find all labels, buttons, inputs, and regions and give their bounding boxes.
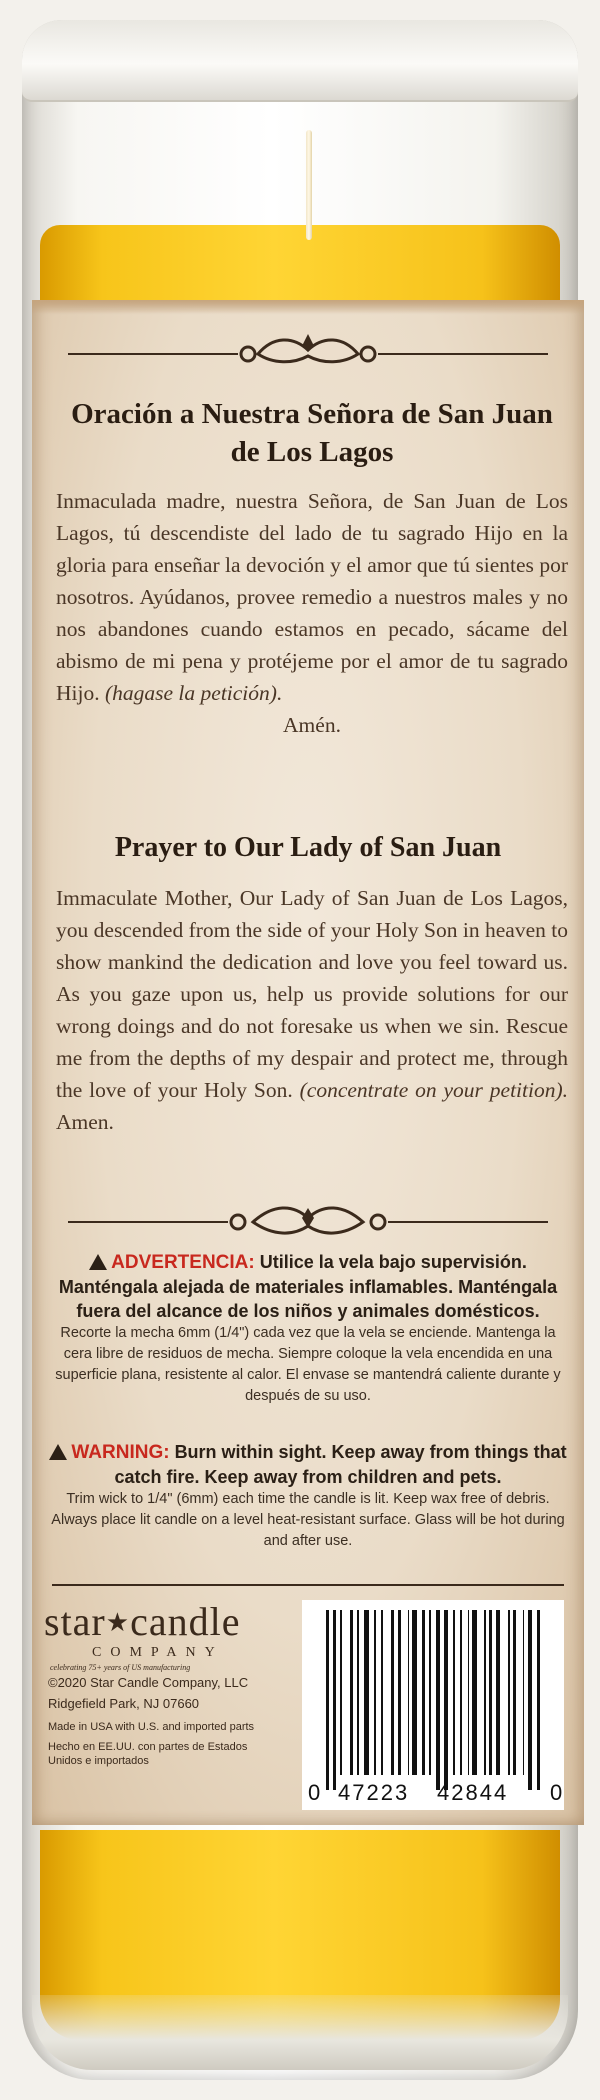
barcode-bar bbox=[350, 1610, 353, 1775]
english-prayer-text bbox=[56, 882, 568, 1138]
barcode-bar bbox=[422, 1610, 425, 1775]
barcode-bar bbox=[460, 1610, 462, 1775]
barcode-bar bbox=[398, 1610, 401, 1775]
spanish-warning-head bbox=[48, 1250, 568, 1323]
top-ornament bbox=[32, 330, 584, 370]
barcode-bar bbox=[496, 1610, 499, 1775]
candle-wick bbox=[306, 130, 312, 240]
barcode bbox=[302, 1600, 564, 1810]
spanish-petition-note: (hagase la petición). bbox=[104, 681, 283, 705]
barcode-bar bbox=[513, 1610, 516, 1775]
barcode-bar bbox=[484, 1610, 486, 1775]
barcode-bar bbox=[429, 1610, 431, 1775]
barcode-bar bbox=[528, 1610, 533, 1790]
footer-divider bbox=[52, 1584, 564, 1586]
barcode-bar bbox=[508, 1610, 510, 1775]
barcode-bar bbox=[412, 1610, 417, 1775]
made-in-usa-es: Hecho en EE.UU. con partes de Estados Unidos e importados bbox=[48, 1741, 248, 1767]
brand-address: Ridgefield Park, NJ 07660 bbox=[48, 1696, 200, 1711]
barcode-bar bbox=[374, 1610, 376, 1775]
english-warning-head-text: Burn within sight. Keep away from things that catch fire. Keep away from children and pets. bbox=[114, 1442, 567, 1487]
made-in-usa-en: Made in USA with U.S. and imported parts bbox=[48, 1721, 255, 1733]
barcode-right-digits: 42844 bbox=[437, 1780, 509, 1805]
english-warning bbox=[48, 1440, 568, 1552]
english-prayer-title: Prayer to Our Lady of San Juan bbox=[114, 832, 502, 863]
warning-triangle-icon bbox=[49, 1444, 67, 1460]
brand-block bbox=[44, 1600, 274, 1768]
barcode-bars bbox=[326, 1610, 540, 1775]
jar-rim bbox=[22, 20, 578, 102]
barcode-bar bbox=[333, 1610, 336, 1790]
brand-logo bbox=[44, 1600, 274, 1645]
barcode-left-digits: 47223 bbox=[338, 1780, 410, 1805]
spanish-prayer-body: Inmaculada madre, nuestra Señora, de San Juan de Los Lagos, tú descendiste del lado de tu sagrado Hijo en la gloria para enseñar la devoción y el amor que tú sientes por nosotros. Ayúdanos, provee remedio a nuestros males y no nos abandones cuando estamos en pecado, sácame del abismo de mi pena y protéjeme por el amor de tu sagrado Hijo. bbox=[56, 489, 568, 705]
brand-company: COMPANY bbox=[92, 1645, 224, 1660]
barcode-trail-digit: 0 bbox=[550, 1780, 563, 1805]
barcode-bar bbox=[408, 1610, 410, 1775]
english-petition-note: (concentrate on your petition). bbox=[299, 1078, 569, 1102]
middle-ornament bbox=[32, 1200, 584, 1240]
barcode-bar bbox=[381, 1610, 383, 1775]
prayer-label bbox=[32, 300, 584, 1825]
barcode-bar bbox=[391, 1610, 394, 1775]
english-warning-body: Trim wick to 1/4" (6mm) each time the candle is lit. Keep wax free of debris. Always place lit candle on a level heat-resistant surface. Glass will be hot during and after use. bbox=[51, 1491, 565, 1549]
barcode-bar bbox=[357, 1610, 359, 1775]
spanish-warning-tag: ADVERTENCIA: bbox=[111, 1252, 255, 1273]
spanish-prayer-title: Oración a Nuestra Señora de San Juan de Los Lagos bbox=[71, 398, 553, 468]
brand-copyright: ©2020 Star Candle Company, LLC bbox=[48, 1675, 249, 1690]
barcode-lead-digit: 0 bbox=[308, 1780, 321, 1805]
spanish-warning-body: Recorte la mecha 6mm (1/4") cada vez que la vela se enciende. Mantenga la cera libre de residuos de mecha. Siempre coloque la vela encendida en una superficie plana, resistente al calor. El envase se mantendrá caliente durante y después de su uso. bbox=[55, 1325, 561, 1404]
spanish-amen: Amén. bbox=[283, 713, 341, 737]
barcode-bar bbox=[326, 1610, 329, 1790]
star-icon: ★ bbox=[105, 1608, 131, 1637]
spanish-prayer-text bbox=[56, 485, 568, 741]
barcode-bar bbox=[436, 1610, 439, 1790]
barcode-bar bbox=[489, 1610, 492, 1775]
barcode-bar bbox=[364, 1610, 369, 1775]
barcode-bar bbox=[340, 1610, 342, 1775]
brand-tagline: celebrating 75+ years of US manufacturing bbox=[50, 1663, 191, 1672]
brand-name-left: star bbox=[44, 1599, 106, 1644]
barcode-bar bbox=[537, 1610, 540, 1790]
jar-base bbox=[32, 1995, 568, 2070]
spanish-warning-head-text: Utilice la vela bajo supervisión. Manténgala alejada de materiales inflamables. Manténgala fuera del alcance de los niños y animales domésticos. bbox=[58, 1252, 558, 1321]
english-warning-tag: WARNING: bbox=[71, 1442, 170, 1463]
barcode-bar bbox=[453, 1610, 455, 1775]
barcode-bar bbox=[523, 1610, 525, 1775]
barcode-bar bbox=[444, 1610, 449, 1790]
label-top-edge bbox=[32, 300, 584, 314]
spanish-warning bbox=[48, 1250, 568, 1407]
barcode-bar bbox=[468, 1610, 470, 1775]
brand-name-right: candle bbox=[130, 1599, 241, 1644]
english-warning-head bbox=[48, 1440, 568, 1489]
english-amen: Amen. bbox=[56, 1110, 114, 1134]
warning-triangle-icon bbox=[89, 1254, 107, 1270]
english-prayer-body: Immaculate Mother, Our Lady of San Juan de Los Lagos, you descended from the side of your Holy Son in heaven to show mankind the dedication and love you feel toward us. As you gaze upon us, help us provide solutions for our wrong doings and do not foresake us when we sin. Rescue me from the depths of my despair and protect me, through the love of your Holy Son. bbox=[56, 886, 568, 1102]
barcode-bar bbox=[472, 1610, 477, 1775]
